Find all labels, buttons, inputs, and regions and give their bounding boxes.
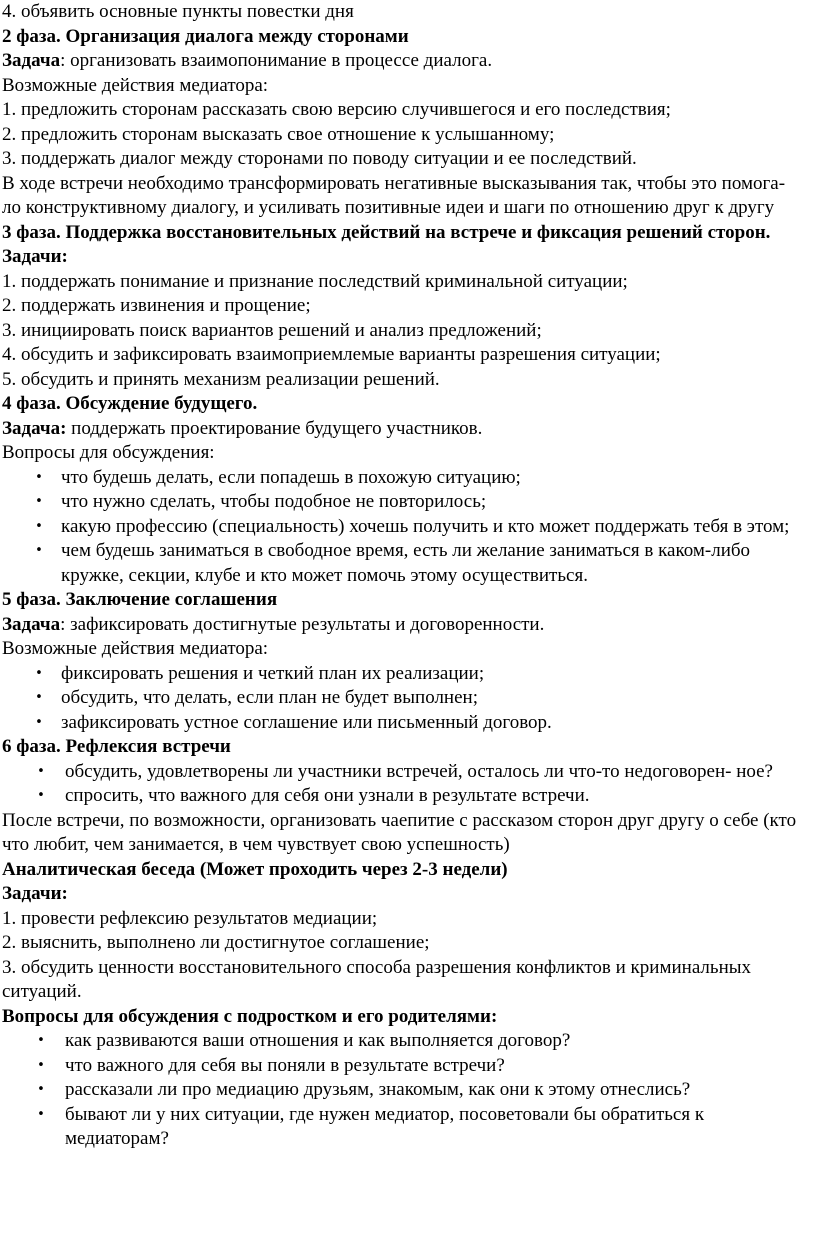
phase6-bullet-list	[2, 760, 808, 809]
phase5-title: 5 фаза. Заключение соглашения	[2, 589, 278, 610]
analytic-questions-title: Вопросы для обсуждения с подростком и его родителями:	[2, 1005, 498, 1027]
bullet-icon: •	[35, 665, 43, 681]
analytic-task-1: 1. провести рефлексию результатов медиации;	[2, 907, 378, 929]
analytic-task-2: 2. выяснить, выполнено ли достигнутое соглашение;	[2, 932, 430, 953]
list-item: • фиксировать решения и четкий план их реализации;	[2, 662, 808, 687]
agenda-item: 4. объявить основные пункты повестки дня	[2, 1, 354, 22]
list-item: • что будешь делать, если попадешь в похожую ситуацию;	[2, 466, 808, 491]
analytic-bullet-list	[2, 1029, 808, 1152]
analytic-task-3: 3. обсудить ценности восстановительного способа разрешения конфликтов и криминальных ситуаций.	[2, 956, 751, 1002]
phase5-task	[2, 613, 808, 638]
phase3-task-1: 1. поддержать понимание и признание последствий криминальной ситуации;	[2, 270, 628, 292]
list-item: • что нужно сделать, чтобы подобное не повторилось;	[2, 490, 808, 515]
bullet-icon: •	[37, 1082, 45, 1097]
phase5-actions-intro: Возможные действия медиатора:	[2, 638, 269, 659]
bullet-icon: •	[37, 788, 45, 803]
phase2-action-2: 2. предложить сторонам высказать свое отношение к услышанному;	[2, 123, 555, 145]
phase3-task-3: 3. инициировать поиск вариантов решений и анализ предложений;	[2, 319, 542, 341]
list-item: • чем будешь заниматься в свободное время, есть ли желание заниматься в каком-либо кружке, секции, клубе и кто может помочь этому осуществиться.	[2, 539, 808, 588]
list-item: • как развиваются ваши отношения и как выполняется договор?	[2, 1029, 808, 1054]
bullet-icon: •	[35, 469, 43, 485]
phase2-note: В ходе встречи необходимо трансформировать негативные высказывания так, чтобы это помога- ло конструктивному диалогу, и усиливать позитивные идеи и шаги по отношению друг к другу	[2, 172, 786, 218]
phase2-task	[2, 49, 808, 74]
bullet-icon: •	[37, 1033, 45, 1048]
after-meeting-note: После встречи, по возможности, организовать чаепитие с рассказом сторон друг другу о себе (кто что любит, чем занимается, в чем чувствует свою успешность)	[2, 809, 797, 855]
phase4-task-text: поддержать проектирование будущего участников.	[66, 417, 483, 439]
phase4-questions-intro: Вопросы для обсуждения:	[2, 442, 215, 463]
bullet-icon: •	[37, 1106, 45, 1122]
phase5-bullet-list	[2, 662, 808, 736]
phase5-task-text: : зафиксировать достигнутые результаты и договоренности.	[60, 613, 545, 635]
phase2-action-3: 3. поддержать диалог между сторонами по поводу ситуации и ее последствий.	[2, 148, 637, 169]
analytic-tasks-label: Задачи:	[2, 883, 68, 904]
phase6-title: 6 фаза. Рефлексия встречи	[2, 736, 231, 757]
bullet-icon: •	[35, 543, 43, 558]
phase4-task	[2, 417, 808, 442]
list-item: • зафиксировать устное соглашение или письменный договор.	[2, 711, 808, 736]
list-item: • бывают ли у них ситуации, где нужен медиатор, посоветовали бы обратиться к медиаторам?	[2, 1103, 808, 1152]
phase2-title: 2 фаза. Организация диалога между сторонами	[2, 25, 409, 47]
phase5-task-label: Задача	[2, 613, 61, 635]
bullet-icon: •	[35, 690, 43, 705]
list-item: • что важного для себя вы поняли в результате встречи?	[2, 1054, 808, 1079]
phase2-task-text: : организовать взаимопонимание в процессе диалога.	[60, 50, 493, 71]
bullet-icon: •	[35, 518, 43, 534]
bullet-icon: •	[35, 714, 43, 730]
phase2-task-label: Задача	[2, 50, 61, 71]
phase4-title: 4 фаза. Обсуждение будущего.	[2, 393, 258, 414]
bullet-icon: •	[37, 763, 45, 779]
list-item: • спросить, что важного для себя они узнали в результате встречи.	[2, 784, 808, 809]
phase3-title: 3 фаза. Поддержка восстановительных действий на встрече и фиксация решений сторон.	[2, 221, 771, 243]
list-item: • рассказали ли про медиацию друзьям, знакомым, как они к этому отнеслись?	[2, 1078, 808, 1103]
list-item: • обсудить, удовлетворены ли участники встречей, осталось ли что-то недоговорен- ное?	[2, 760, 808, 785]
phase3-task-2: 2. поддержать извинения и прощение;	[2, 295, 311, 316]
phase3-task-4: 4. обсудить и зафиксировать взаимоприемлемые варианты разрешения ситуации;	[2, 344, 661, 365]
phase3-task-5: 5. обсудить и принять механизм реализации решений.	[2, 368, 440, 390]
bullet-icon: •	[35, 494, 43, 509]
bullet-icon: •	[37, 1057, 45, 1073]
list-item: • обсудить, что делать, если план не будет выполнен;	[2, 686, 808, 711]
phase2-actions-intro: Возможные действия медиатора:	[2, 74, 269, 96]
phase4-bullet-list	[2, 466, 808, 589]
list-item: • какую профессию (специальность) хочешь получить и кто может поддержать тебя в этом;	[2, 515, 808, 540]
phase4-task-label: Задача:	[2, 417, 67, 439]
analytic-title: Аналитическая беседа (Может проходить через 2-3 недели)	[2, 858, 508, 880]
phase2-action-1: 1. предложить сторонам рассказать свою версию случившегося и его последствия;	[2, 99, 671, 120]
phase3-tasks-label: Задачи:	[2, 246, 68, 267]
